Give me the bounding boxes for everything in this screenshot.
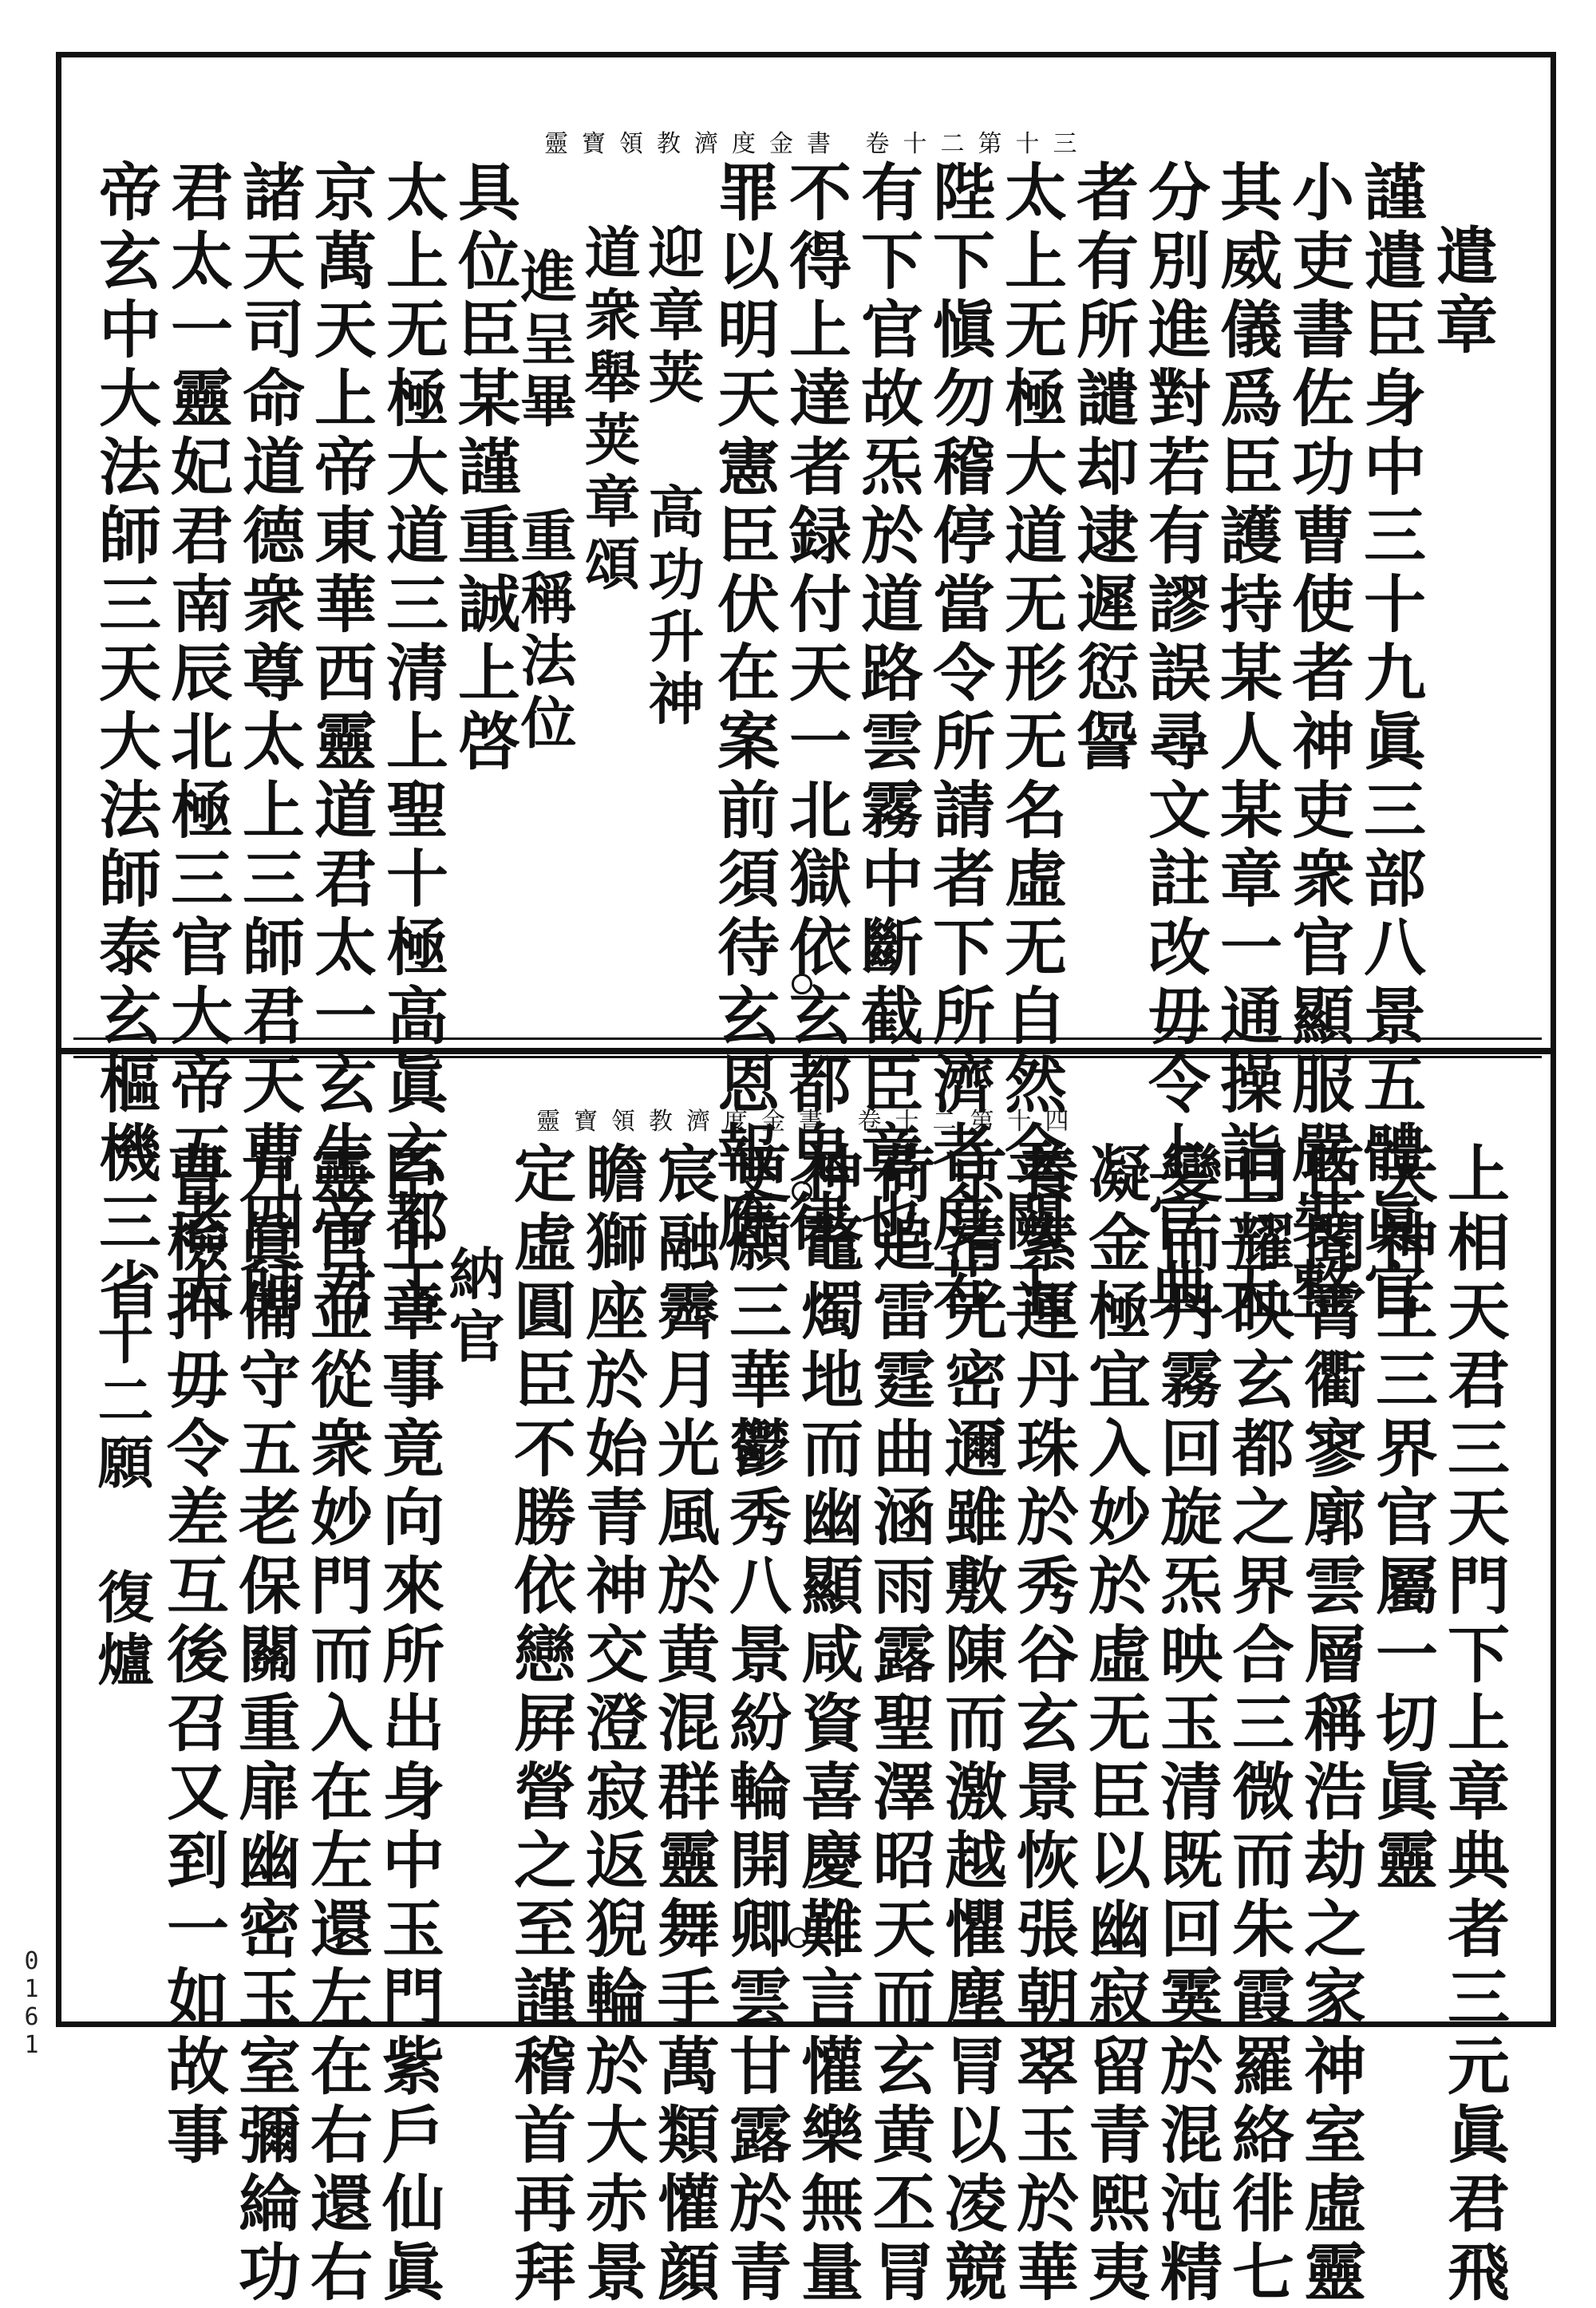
text-column: 諸天司命道德衆尊太上三師君天曹四師 [232,160,305,1326]
page-header: 靈寶領教濟度金書 卷十二第十三 [544,130,1091,158]
page-header: 靈寶領教濟度金書 卷十二第十四 [536,1108,1083,1136]
text-column: 天神王三界官屬一切眞靈 [1365,1141,1438,1896]
text-column: 陛下愼勿稽停當令所請者下所濟者度若 [922,160,995,1326]
text-column: 更願三華鬱秀八景紛輪開卿雲甘露於青 [719,1141,792,2308]
text-column: 有下官故炁於道路雲霧中斷截臣章也 [851,160,923,1258]
text-column: 變而丹霧回旋炁映玉清既回霙於混沌精 [1150,1141,1223,2308]
text-column: 帝玄中大法師三天大法師泰玄樞機三省 [89,160,161,1326]
text-column: 罪以明天憲臣伏在案前須待玄恩報應 [707,160,780,1258]
punctuation-circle [792,974,812,994]
text-column: 小吏書佐功曹使者神吏衆官顯服嚴裝整 [1282,160,1354,1326]
text-column: 太上无極大道三清上聖十極高眞玄都玉 [376,160,448,1326]
punctuation-circle [788,1927,808,1948]
text-column: 者有所譴却逮遲愆諐 [1066,160,1139,777]
text-column: 君太一靈妃君南辰北極三官大帝五老大 [160,160,233,1326]
text-column: 九眞備守五老保關重扉幽密玉室彌綸功 [228,1141,301,2308]
text-column: 謹遣臣身中三十九眞三部八景五體眞官 [1353,160,1426,1326]
text-column: 其威儀爲臣護持某人某章一通操詣三天 [1210,160,1282,1326]
text-column: 具位臣某謹重誠上啓 [448,160,520,777]
text-column: 臣聞霄衢寥廓雲層稱浩劫之家神室虛靈 [1294,1141,1366,2308]
text-column: 遣章 [1425,223,1498,361]
text-column: 神鼇燭地而幽顯咸資喜慶難言懽樂無量 [791,1141,863,2308]
text-column: 太上无極大道无形无名虛无自然金闕玉 [994,160,1067,1326]
text-column: 迎章荚 高功升神 [639,223,705,732]
text-column: 十二願 復爐 [89,1309,155,1693]
page-number: 0161 [18,1947,45,2059]
text-column: 宸融霽月光風於黄混群靈舞手萬類懽顔 [647,1141,720,2308]
text-column: 養素運丹珠於秀谷玄景恢張朝翠玉於華 [1006,1141,1079,2308]
bottom-half-text [73,1108,1539,2308]
text-column: 京清光密邇雖敷陳而激越懼塵冐以凌競 [934,1141,1007,2308]
text-column: 曹檢押毋令差互後召又到一如故事 [156,1141,229,2171]
text-column: 不得上達者録付天一北獄依玄都鬼律 [779,160,851,1258]
text-column: 瞻獅座於始青神交澄寂返猊輪於大赤景 [575,1141,648,2308]
text-column: 臣上章事竟向來所出身中玉門紫戶仙眞 [372,1141,444,2308]
text-column: 進呈畢 重稱法位 [512,247,578,756]
text-column: 定虛圓臣不勝依戀屛營之至謹稽首再拜 [504,1141,576,2308]
text-column: 上相天君三天門下上章典者三元眞君飛 [1437,1141,1510,2308]
text-column: 日耀映玄都之界合三微而朱霞羅絡徘七 [1222,1141,1294,2308]
punctuation-circle [808,235,828,256]
punctuation-circle [792,1181,812,1202]
text-column: 分別進對若有謬誤尋文註改毋令上官典 [1138,160,1211,1326]
text-column: 京萬天上帝東華西靈道君太一玄生帝君 [304,160,377,1326]
text-column: 納官 [440,1245,506,1369]
text-column: 靈官並從衆妙門而入在左還左在右還右 [300,1141,373,2308]
text-column: 道衆舉荚章頌 [575,223,642,597]
text-column: 荷追雷霆曲涵雨露聖澤昭天而玄黄丕冐 [863,1141,935,2308]
text-column: 凝金極宜入妙於虛无臣以幽寂留青熙夷 [1078,1141,1151,2308]
